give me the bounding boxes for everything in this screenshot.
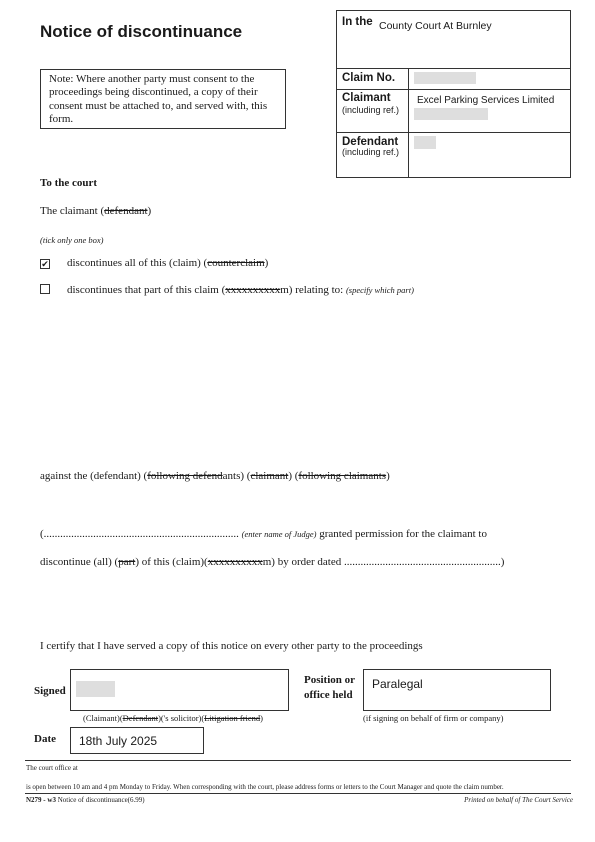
claimant-sub: (including ref.) [342, 105, 400, 115]
against-line [40, 470, 390, 482]
judge-name-hint: (enter name of Judge) [241, 529, 317, 539]
discontinue-prefix: discontinue (all) ( [40, 556, 119, 568]
court-office-text: The court office at [26, 764, 78, 772]
claim-no-label: Claim No. [342, 72, 396, 84]
consent-note: Note: Where another party must consent to the proceedings being discontinued, a copy of their consent must be attached to, and served with, this form. [40, 69, 286, 129]
claim-no-redacted [414, 72, 476, 84]
claimant-ref-redacted [414, 108, 488, 120]
claimant-label: Claimant [342, 92, 391, 104]
form-name: Notice of discontinuance(6.99) [57, 796, 145, 804]
specify-part-hint: (specify which part) [345, 285, 414, 295]
signed-sub-b: )('s solicitor)( [158, 713, 205, 723]
against-prefix: against the (defendant) ( [40, 470, 148, 482]
struck-defendant-sig: Defendant [122, 713, 159, 723]
claimant-line-suffix: ) [147, 205, 152, 217]
certify-statement: I certify that I have served a copy of this notice on every other party to the proceedings [40, 640, 423, 652]
opening-hours-text: is open between 10 am and 4 pm Monday to Friday. When corresponding with the court, please address forms or letters to the Court Manager and quote the claim number. [26, 783, 504, 791]
claim-no-row [337, 68, 570, 90]
against-mid2: ) ( [288, 470, 299, 482]
defendant-redacted [414, 136, 436, 149]
claimant-value: Excel Parking Services Limited [417, 95, 555, 106]
claimant-line [40, 205, 151, 217]
signed-sub-c: ) [260, 713, 264, 723]
option-discontinue-part [67, 284, 414, 296]
option2-text: discontinues that part of this claim ( [67, 284, 226, 296]
claimant-row [337, 89, 570, 133]
signed-capacity [83, 713, 263, 723]
footer-divider-top [25, 760, 571, 761]
discontinue-part-checkbox[interactable] [40, 284, 50, 294]
option1-suffix: ) [264, 257, 269, 269]
in-the-label: In the [342, 16, 373, 28]
in-the-row [337, 11, 570, 69]
option1-text: discontinues all of this (claim) ( [67, 257, 208, 269]
form-reference [26, 796, 145, 804]
defendant-sub: (including ref.) [342, 147, 400, 157]
signature-field[interactable] [70, 669, 289, 711]
page-title: Notice of discontinuance [40, 22, 243, 41]
signed-sub-a: (Claimant)( [83, 713, 123, 723]
discontinue-all-checkbox[interactable] [40, 259, 50, 269]
claimant-line-prefix: The claimant ( [40, 205, 105, 217]
struck-litigation-friend: Litigation friend [204, 713, 261, 723]
position-field[interactable]: Paralegal [363, 669, 551, 711]
judge-dots: (....................................................................... [40, 528, 239, 540]
signed-label: Signed [34, 685, 66, 697]
printed-by: Printed on behalf of The Court Service [464, 796, 573, 804]
check-mark-icon: ✔ [41, 259, 49, 269]
struck-counterclaim-3: xxxxxxxxxx [207, 556, 263, 568]
discontinue-order-line [40, 556, 504, 568]
position-hint: (if signing on behalf of firm or company) [363, 713, 504, 723]
position-label: Position or office held [304, 674, 355, 701]
permission-suffix: granted permission for the claimant to [319, 528, 487, 540]
struck-part: part [118, 556, 136, 568]
discontinue-suffix: m) by order dated .........................................................) [262, 556, 505, 568]
discontinue-mid: ) of this (claim)( [135, 556, 208, 568]
struck-following-defendants: following defend [147, 470, 223, 482]
form-code: N279 - w3 [26, 796, 56, 804]
defendant-label: Defendant [342, 136, 399, 148]
date-label: Date [34, 733, 56, 745]
permission-line [40, 528, 487, 540]
against-mid1: ants) ( [222, 470, 251, 482]
tick-hint: (tick only one box) [40, 235, 104, 245]
footer-divider-bottom [25, 793, 571, 794]
struck-claimant: claimant [250, 470, 289, 482]
struck-following-claimants: following claimants [298, 470, 387, 482]
to-the-court-heading: To the court [40, 177, 98, 189]
signature-redacted [76, 681, 115, 697]
date-field[interactable]: 18th July 2025 [70, 727, 204, 754]
court-info-table [336, 10, 571, 178]
option-discontinue-all [67, 257, 268, 269]
struck-defendant: defendant [104, 205, 148, 217]
struck-counterclaim: counterclaim [207, 257, 265, 269]
court-name: County Court At Burnley [379, 20, 492, 32]
struck-counterclaim-2: xxxxxxxxxx [225, 284, 281, 296]
option2-suffix: m) relating to: [280, 284, 344, 296]
against-suffix: ) [386, 470, 390, 482]
defendant-row [337, 132, 570, 177]
